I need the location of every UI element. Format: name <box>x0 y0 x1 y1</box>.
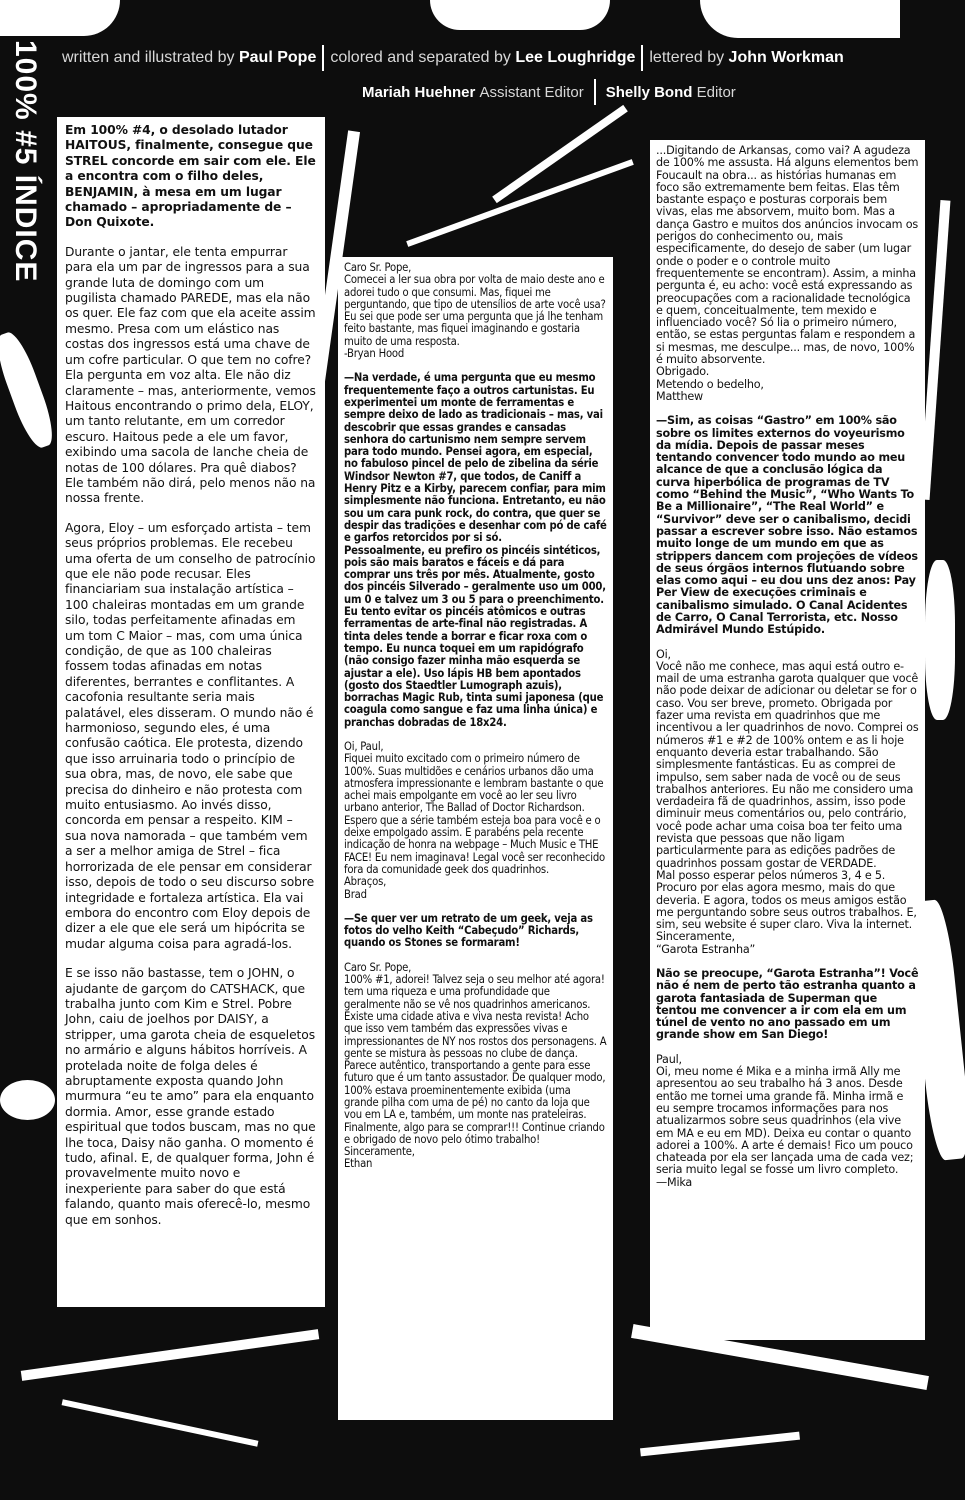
author-reply: —Se quer ver um retrato de um geek, veja as fotos do velho Keith “Cabeçudo” Richards, quando os Stones se formaram! <box>344 911 593 950</box>
divider <box>641 45 643 71</box>
author-reply: —Sim, as coisas “Gastro” em 100% são sobre os limites externos do voyeurismo da mídia. Depois de passar meses tentando convencer todo mundo ao meu alcance de que a conclusão lógica da curva hiperbólica de programas de TV como “Behind the Music”, “Who Wants To Be a Millionaire”, “The Real World” e “Survivor” deve ser o canibalismo, decidi passar a escrever sobre isso. Não estamos muito longe de um mundo em que as strippers dancem com projeções de vídeos de seus órgãos internos flutuando sobre elas como aqui – eu dou uns dez anos: Pay Per View de execuções criminais e canibalismo simulado. O Canal Acidentes de Carro, O Canal Terrorista, etc. Nosso Admirável Mundo Estúpido. <box>656 414 918 637</box>
reader-letter: ...Digitando de Arkansas, como vai? A agudeza de 100% me assusta. Há alguns elementos bem Foucault na obra... as histórias humanas em foco são extremamente bem feitas. Elas têm bastante espaço e posturas corporais bem vivas, elas me absorvem, muito bom. Mas a dança Gastro e muitos dos anúncios invocam os perigos do conhecimento ou, mais especificamente, do desejo de saber (um lugar onde o poder e o controle muito frequentemente se encontram). Assim, a minha pergunta é, eu acho: você está expressando as preocupações com a racionalidade tecnológica e quem, conceitualmente, tem mexido e influenciado você? Só lia o primeiro número, então, se estas perguntas falam e respondem a si mesmas, me desculpe... mas, de novo, 100% é muito absorvente. Obrigado. Metendo o bedelho, Matthew <box>656 144 919 403</box>
summary-intro: Em 100% #4, o desolado lutador HAITOUS, finalmente, consegue que STREL concorde em sair com ele. Ele a encontra com o filho deles, BENJAMIN, à mesa em um lugar chamado – apropriadamente de – Don Quixote. <box>65 123 316 230</box>
summary-paragraph: Durante o jantar, ele tenta empurrar para ela um par de ingressos para a sua grande luta de domingo com um pugilista chamado PAREDE, mas ela não os quer. Ele faz com que ela aceite assim mesmo. Presa com um elástico nas costas dos ingressos está uma chave de um cofre particular. O que tem no cofre? Ela pergunta em voz alta. Ele não diz claramente – mas, anteriormente, vemos Haitous encontrando o primo dela, ELOY, um tanto relutante, em um corredor escuro. Haitous pede a ele um favor, exibindo uma sacola de lanche cheia de notas de 100 dólares. Pra quê diabos? Ele também não dirá, pelo menos não na nossa frente. <box>65 244 316 506</box>
author-reply: —Na verdade, é uma pergunta que eu mesmo frequentemente faço a outros cartunistas. Eu experimentei um monte de ferramentas e sempre deixo de lado as tradicionais – mas, vai descobrir que essas grandes e cansadas senhora do cartunismo nem sempre servem para todo mundo. Pensei agora, em especial, no fabuloso pincel de pelo de zibelina da série Windsor Newton #7, que todos, de Caniff a Henry Pitz e a Kirby, parecem confiar, para mim simplesmente não funciona. Entretanto, eu não sou um cara punk rock, do contra, que quer se despir das tradições e desenhar com pó de café e garfos retorcidos por si só. Pessoalmente, eu prefiro os pincéis sintéticos, pois são mais baratos e fáceis e dá para comprar uns três por mês. Atualmente, gosto dos pincéis Silverado – geralmente uso um 000, um 0 e talvez um 3 ou 5 para o preenchimento. Eu tento evitar os pincéis atômicos e outras ferramentas de arte-final não registradas. A tinta deles tende a borrar e ficar roxa com o tempo. Eu nunca toquei em um rapidógrafo (não consigo fazer minha mão esquerda se ajustar a ele). Uso lápis HB bem apontados (gosto dos Staedtler Lumograph azuis), borrachas Magic Rub, tinta sumi japonesa (que coagula como sangue e faz uma linha única) e pranchas dobradas de 18x24. <box>344 371 607 729</box>
author-reply: Não se preocupe, “Garota Estranha”! Você não é nem de perto tão estranha quanto a garota fantasiada de Superman que tentou me convencer a ir com ela em um túnel de vento no ano passado em um grande show em San Diego! <box>656 967 919 1042</box>
summary-column <box>57 117 325 1307</box>
divider <box>594 79 596 105</box>
writer-name: Paul Pope <box>238 49 317 66</box>
divider <box>322 45 324 71</box>
editor-label: Editor <box>696 83 736 101</box>
colorist-name: Lee Loughridge <box>515 49 636 66</box>
asst-editor-name: Mariah Huehner <box>362 83 476 101</box>
reader-letter: Oi, Paul, Fiquei muito excitado com o primeiro número de 100%. Suas multidões e cenários urbanos dão uma atmosfera impressionante e lembram bastante o que achei mais empolgante em você ao ler seu livro urbano anterior, The Ballad of Doctor Richardson. Espero que a série também esteja boa para você e o deixe empolgado assim. E parabéns pela recente indicação de honra na webpage – Much Music e THE FACE! Eu nem imaginava! Legal você ser reconhecido fora da comunidade geek dos quadrinhos. Abraços, Brad <box>344 739 605 901</box>
letterer-name: John Workman <box>728 49 844 66</box>
lettered-label: lettered by <box>649 49 725 66</box>
colored-label: colored and separated by <box>330 49 511 66</box>
summary-paragraph: E se isso não bastasse, tem o JOHN, o ajudante de garçom do CATSHACK, que trabalha junto com Kim e Strel. Pobre John, caiu de joelhos por DAISY, a stripper, uma garota cheia de esqueletos no armário e alguns hábitos horríveis. A protelada noite de folga deles é abruptamente exposta quando John murmura “eu te amo” para ela enquanto dormia. Amor, esse grande estado espiritual que todos buscam, mas no que lhe toca, Daisy não ganha. O momento é tudo, afinal. E, de qualquer forma, John é provavelmente muito novo e inexperiente para saber do que está falando, quanto mais oferecê-lo, mesmo que em sonhos. <box>65 966 316 1227</box>
reader-letter: Paul, Oi, meu nome é Mika e a minha irmã Ally me apresentou ao seu trabalho há 3 anos. Desde então me tornei uma grande fã. Minha irmã e eu sempre trocamos informações para nos atualizarmos sobre seus quadrinhos (ela vive em MA e eu em MD). Deixa eu contar o quanto adorei a 100%. A arte é demais! Fico um pouco chateada por ela ser lançada uma de cada vez; seria muito legal se fosse um livro completo. —Mika <box>656 1052 914 1189</box>
reader-letter: Caro Sr. Pope, 100% #1, adorei! Talvez seja o seu melhor até agora! tem uma riqueza e uma profundidade que geralmente não se vê nos quadrinhos americanos. Existe uma cidade ativa e viva nesta revista! Acho que isso vem também das expressões vivas e impressionantes de NY nos rostos dos personagens. A gente se mistura às pessoas no clube de dança. Parece autêntico, transportando a gente para esse futuro que é um tanto assustador. De qualquer modo, 100% estava proeminentemente exibida (uma grande pilha com uma de pé) no canto da loja que vou em LA e, também, um monte nas prateleiras. Finalmente, algo para se comprar!!! Continue criando e obrigado de novo pelo ótimo trabalho! Sinceramente, Ethan <box>344 960 607 1171</box>
credits-bar <box>62 44 950 72</box>
letters-column-middle <box>338 257 613 1420</box>
letters-column-right <box>650 140 925 1340</box>
issue-title <box>8 40 48 283</box>
asst-editor-label: Assistant Editor <box>479 83 584 101</box>
written-label: written and illustrated by <box>62 49 235 66</box>
summary-paragraph: Agora, Eloy – um esforçado artista – tem seus próprios problemas. Ele recebeu uma oferta de um conselho de patrocínio que ele não pode recusar. Eles financiariam sua instalação artística – 100 chaleiras montadas em um grande silo, todas perfeitamente afinadas em um tom C Maior – mas, com uma única condição, de que as 100 chaleiras fossem todas afinadas em notas diferentes, berrantes e conflitantes. A cacofonia resultante seria mais palatável, eles disseram. O mundo não é harmonioso, segundo eles, é uma confusão caótica. Ele protesta, dizendo que isso arruinaria todo o princípio de sua obra, mas, de novo, ele sabe que precisa do dinheiro e não protesta com muito entusiasmo. Ao invés disso, concorda em pensar a respeito. KIM – sua nova namorada – que também vem a ser a melhor amiga de Strel – fica horrorizada de ele pensar em considerar isso, depois de todo o seu discurso sobre integridade e fortaleza artística. Ela vai embora do encontro com Eloy depois de dizer a ele que ele será um hipócrita se mudar alguma coisa para agradá-los. <box>65 520 316 951</box>
editors-bar <box>362 78 842 106</box>
editor-name: Shelly Bond <box>605 83 693 101</box>
reader-letter: Caro Sr. Pope, Comecei a ler sua obra por volta de maio deste ano e adorei tudo o que consumi. Mas, fiquei me perguntando, que tipo de utensílios de arte você usa? Eu sei que pode ser uma pergunta que já lhe tenham feito bastante, mas fiquei imaginando e gostaria muito de uma resposta. -Bryan Hood <box>344 261 606 361</box>
reader-letter: Oi, Você não me conhece, mas aqui está outro e-mail de uma estranha garota qualquer que você não pode deixar de adicionar ou deletar se for o caso. Vou ser breve, prometo. Obrigada por fazer uma revista em quadrinhos que me incentivou a ler quadrinhos de novo. Comprei os números #1 e #2 de 100% ontem e as li hoje enquanto deveria estar trabalhando. São simplesmente fantásticas. Eu as comprei de impulso, sem saber nada de você ou de seus trabalhos anteriores. Eu não me considero uma verdadeira fã de quadrinhos, assim, isso pode diminuir meus comentários ou, pelo contrário, você pode achar uma coisa boa ter feito uma revista que pessoas que não ligam particularmente para as edições padrões de quadrinhos possam gostar de VERDADE. Mal posso esperar pelos números 3, 4 e 5. Procuro por elas agora mesmo, mais do que deveria. E agora, todos os meus amigos estão me perguntando sobre seus outros trabalhos. E, sim, seu website é super claro. Viva la internet. Sinceramente, “Garota Estranha” <box>656 647 919 956</box>
issue-title-text: 100% #5 ÍNDICE <box>9 40 42 283</box>
